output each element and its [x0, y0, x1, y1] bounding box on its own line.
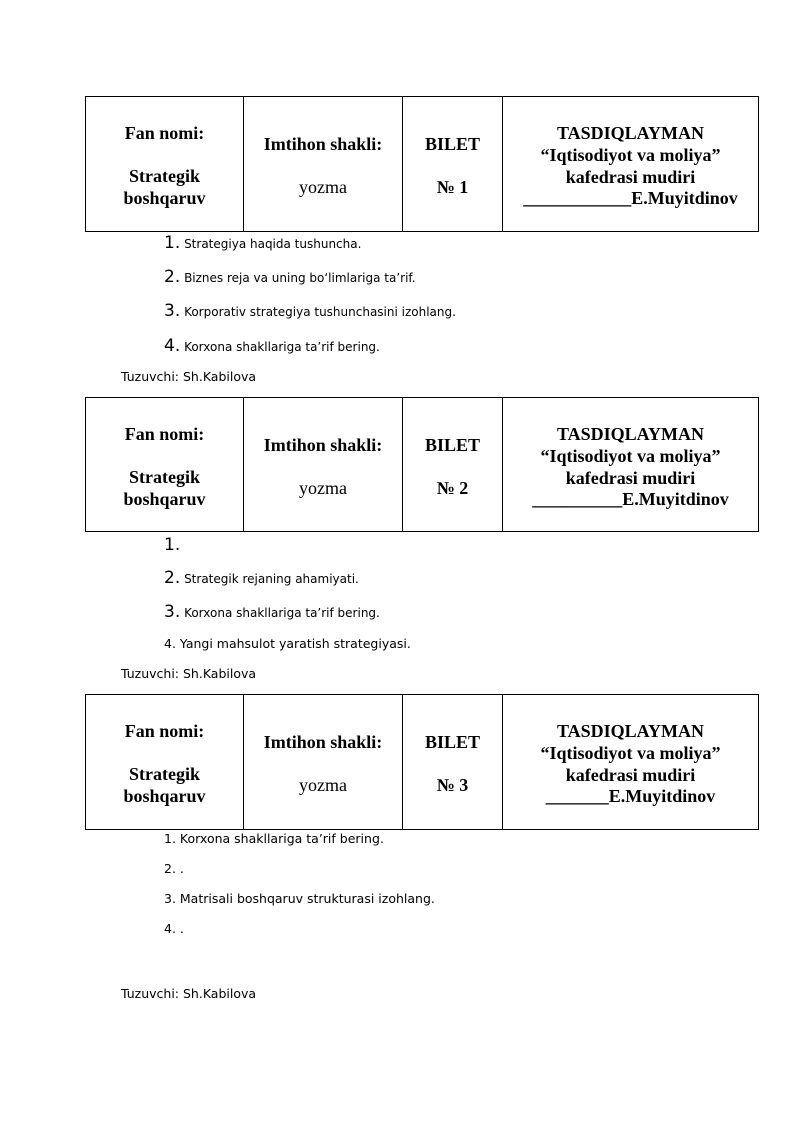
approval-title: TASDIQLAYMAN [556, 424, 705, 444]
subject-cell [86, 695, 244, 829]
approval-signature: ____________E.Muyitdinov [523, 188, 738, 208]
approval-signature: __________E.Muyitdinov [532, 489, 729, 509]
subject-name-line1: Strategik [129, 166, 200, 186]
subject-label: Fan nomi: [124, 424, 205, 444]
question-item: 2. Biznes reja va uning bo‘limlariga ta’rif. [164, 267, 416, 287]
approval-signature: _______E.Muyitdinov [545, 786, 716, 806]
approval-role: kafedrasi mudiri [565, 468, 696, 488]
ticket-label: BILET [424, 732, 481, 752]
ticket-cell [403, 695, 503, 829]
question-item: 4. Yangi mahsulot yaratish strategiyasi. [164, 636, 411, 651]
ticket-label: BILET [424, 134, 481, 154]
exam-form-label: Imtihon shakli: [263, 435, 383, 455]
approval-title: TASDIQLAYMAN [556, 721, 705, 741]
approval-cell [503, 695, 758, 829]
subject-name-line1: Strategik [129, 467, 200, 487]
subject-name-line2: boshqaruv [123, 786, 206, 806]
exam-form-cell [244, 97, 403, 231]
question-item: 4. . [164, 921, 184, 936]
question-item: 1. Strategiya haqida tushuncha. [164, 233, 362, 253]
question-item: 2. Strategik rejaning ahamiyati. [164, 568, 359, 588]
exam-form-cell [244, 398, 403, 531]
approval-department: “Iqtisodiyot va moliya” [540, 446, 721, 466]
exam-form-value: yozma [299, 775, 347, 795]
question-item: 3. Korporativ strategiya tushunchasini izohlang. [164, 301, 456, 321]
author-line: Tuzuvchi: Sh.Kabilova [121, 666, 257, 681]
subject-label: Fan nomi: [124, 721, 205, 741]
approval-title: TASDIQLAYMAN [556, 123, 705, 143]
approval-cell [503, 398, 758, 531]
ticket-number: № 2 [436, 478, 469, 498]
exam-form-label: Imtihon shakli: [263, 134, 383, 154]
approval-role: kafedrasi mudiri [565, 765, 696, 785]
question-item: 3. Korxona shakllariga ta’rif bering. [164, 602, 380, 622]
subject-cell [86, 398, 244, 531]
ticket-2-header-table [85, 397, 759, 532]
approval-department: “Iqtisodiyot va moliya” [540, 743, 721, 763]
author-line: Tuzuvchi: Sh.Kabilova [121, 369, 257, 384]
ticket-1-header-table [85, 96, 759, 232]
exam-form-label: Imtihon shakli: [263, 732, 383, 752]
author-line: Tuzuvchi: Sh.Kabilova [121, 986, 257, 1001]
question-item: 1. Korxona shakllariga ta’rif bering. [164, 831, 384, 846]
ticket-label: BILET [424, 435, 481, 455]
ticket-number: № 1 [436, 177, 469, 197]
approval-role: kafedrasi mudiri [565, 167, 696, 187]
question-item: 1. [164, 535, 181, 555]
question-item: 2. . [164, 861, 184, 876]
approval-cell [503, 97, 758, 231]
approval-department: “Iqtisodiyot va moliya” [540, 145, 721, 165]
subject-label: Fan nomi: [124, 123, 205, 143]
ticket-cell [403, 97, 503, 231]
subject-cell [86, 97, 244, 231]
subject-name-line1: Strategik [129, 764, 200, 784]
subject-name-line2: boshqaruv [123, 188, 206, 208]
exam-form-value: yozma [299, 177, 347, 197]
ticket-3-header-table [85, 694, 759, 830]
ticket-cell [403, 398, 503, 531]
exam-form-cell [244, 695, 403, 829]
question-item: 4. Korxona shakllariga ta’rif bering. [164, 336, 380, 356]
subject-name-line2: boshqaruv [123, 489, 206, 509]
question-item: 3. Matrisali boshqaruv strukturasi izohlang. [164, 891, 435, 906]
exam-form-value: yozma [299, 478, 347, 498]
ticket-number: № 3 [436, 775, 469, 795]
